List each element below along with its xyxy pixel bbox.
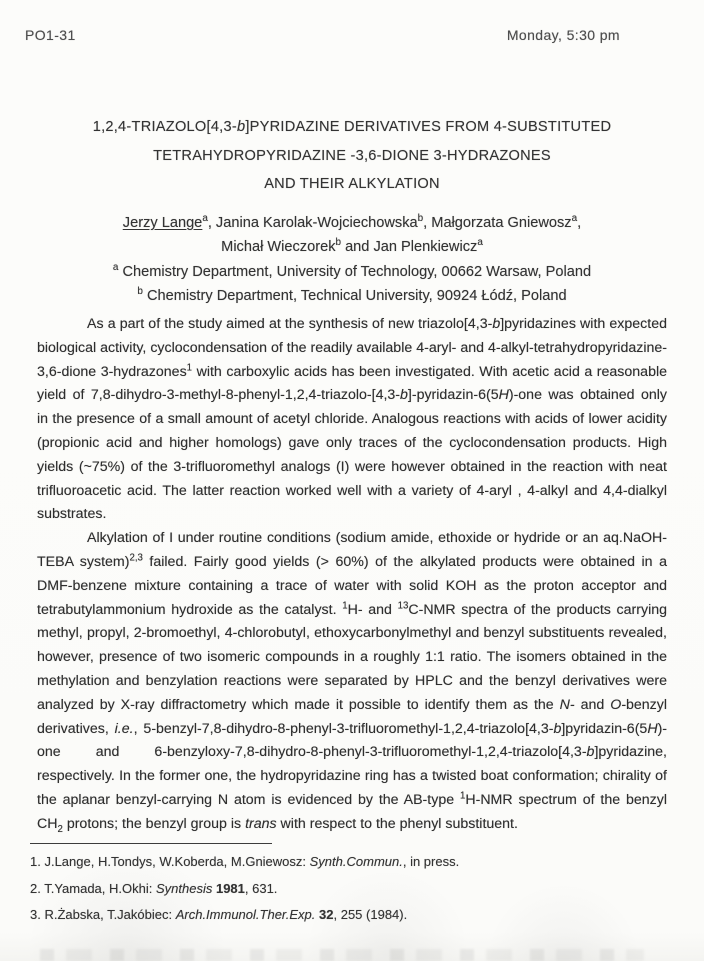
reference-item-1: 1. J.Lange, H.Tondys, W.Koberda, M.Gniewosz: Synth.Commun., in press. bbox=[30, 854, 460, 869]
abstract-body bbox=[37, 313, 667, 837]
session-code: PO1-31 bbox=[25, 27, 76, 43]
authors-block bbox=[45, 211, 659, 309]
session-time: Monday, 5:30 pm bbox=[506, 27, 620, 43]
title-line-2: TETRAHYDROPYRIDAZINE -3,6-DIONE 3-HYDRAZONES bbox=[153, 147, 551, 164]
title-line-3: AND THEIR ALKYLATION bbox=[264, 176, 440, 193]
references-block bbox=[30, 843, 664, 929]
footnote-divider bbox=[30, 843, 272, 844]
authors-line-2: Michał Wieczorek$^b$ and Jan Plenkiewicz$^a$ bbox=[221, 237, 483, 256]
title-line-1: 1,2,4-TRIAZOLO[4,3-b]PYRIDAZINE DERIVATIVES FROM 4-SUBSTITUTED bbox=[92, 119, 612, 135]
affiliation-line-b: $^b$ Chemistry Department, Technical University, 90924 Łódź, Poland bbox=[137, 286, 567, 305]
paper-title bbox=[55, 113, 649, 199]
affiliation-line-a: $^a$ Chemistry Department, University of Technology, 00662 Warsaw, Poland bbox=[112, 261, 592, 280]
abstract-paragraph-2: Alkylation of I under routine conditions (sodium amide, ethoxide or hydride or an aq.NaOH-TEBA system)$^{2,3}$ failed. Fairly good yields (> 60%) of the alkylated products were obtained in a DMF-benzene mixture containing a trace of water with solid KOH as the proton acceptor and tetrabutylammonium hydroxide as the catalyst. $^1$H- and $^{13}$C-NMR spectra of the products carrying methyl, propyl, 2-bromoethyl, 4-chlorobutyl, ethoxycarbonylmethyl and benzyl substituents revealed, however, presence of two isomeric compounds in a roughly 1:1 ratio. The isomers obtained in the methylation and benzylation reactions were separated by HPLC and the benzyl derivatives were analyzed by X-ray diffractometry which made it possible to identify them as the N- and O-benzyl derivatives, i.e., 5-benzyl-7,8-dihydro-8-phenyl-3-trifluoromethyl-1,2,4-triazolo[4,3-b]pyridazin-6(5H)-one and 6-benzyloxy-7,8-dihydro-8-phenyl-3-trifluoromethyl-1,2,4-triazolo[4,3-b]pyridazine, respectively. In the former one, the hydropyridazine ring has a twisted boat conformation; chirality of the aplanar benzyl-carrying N atom is evidenced by the AB-type $^1$H-NMR spectrum of the benzyl $CH_2$ protons; the benzyl group is trans with respect to the phenyl substituent. bbox=[37, 530, 668, 835]
abstract-paragraph-1: As a part of the study aimed at the synthesis of new triazolo[4,3-b]pyridazines with expected biological activity, cyclocondensation of the readily available 4-aryl- and 4-alkyl-tetrahydropyridazine-3,6-dione 3-hydrazones$^1$ with carboxylic acids has been investigated. With acetic acid a reasonable yield of 7,8-dihydro-3-methyl-8-phenyl-1,2,4-triazolo-[4,3-b]-pyridazin-6(5H)-one was obtained only in the presence of a small amount of acetyl chloride. Analogous reactions with acids of lower acidity (propionic acid and higher homologs) gave only traces of the cyclocondensation products. High yields (~75%) of the 3-trifluoromethyl analogs (I) were however obtained in the reaction with neat trifluoroacetic acid. The latter reaction worked well with a variety of 4-aryl , 4-alkyl and 4,4-dialkyl substrates. bbox=[37, 316, 668, 523]
reference-item-3: 3. R.Żabska, T.Jakóbiec: Arch.Immunol.Ther.Exp. 32, 255 (1984). bbox=[30, 907, 408, 922]
authors-line-1: Jerzy Lange$^a$, Janina Karolak-Wojciechowska$^b$, Małgorzata Gniewosz$^a$, bbox=[122, 213, 582, 231]
reference-item-2: 2. T.Yamada, H.Okhi: Synthesis 1981, 631. bbox=[30, 880, 278, 896]
page-header bbox=[25, 27, 620, 43]
